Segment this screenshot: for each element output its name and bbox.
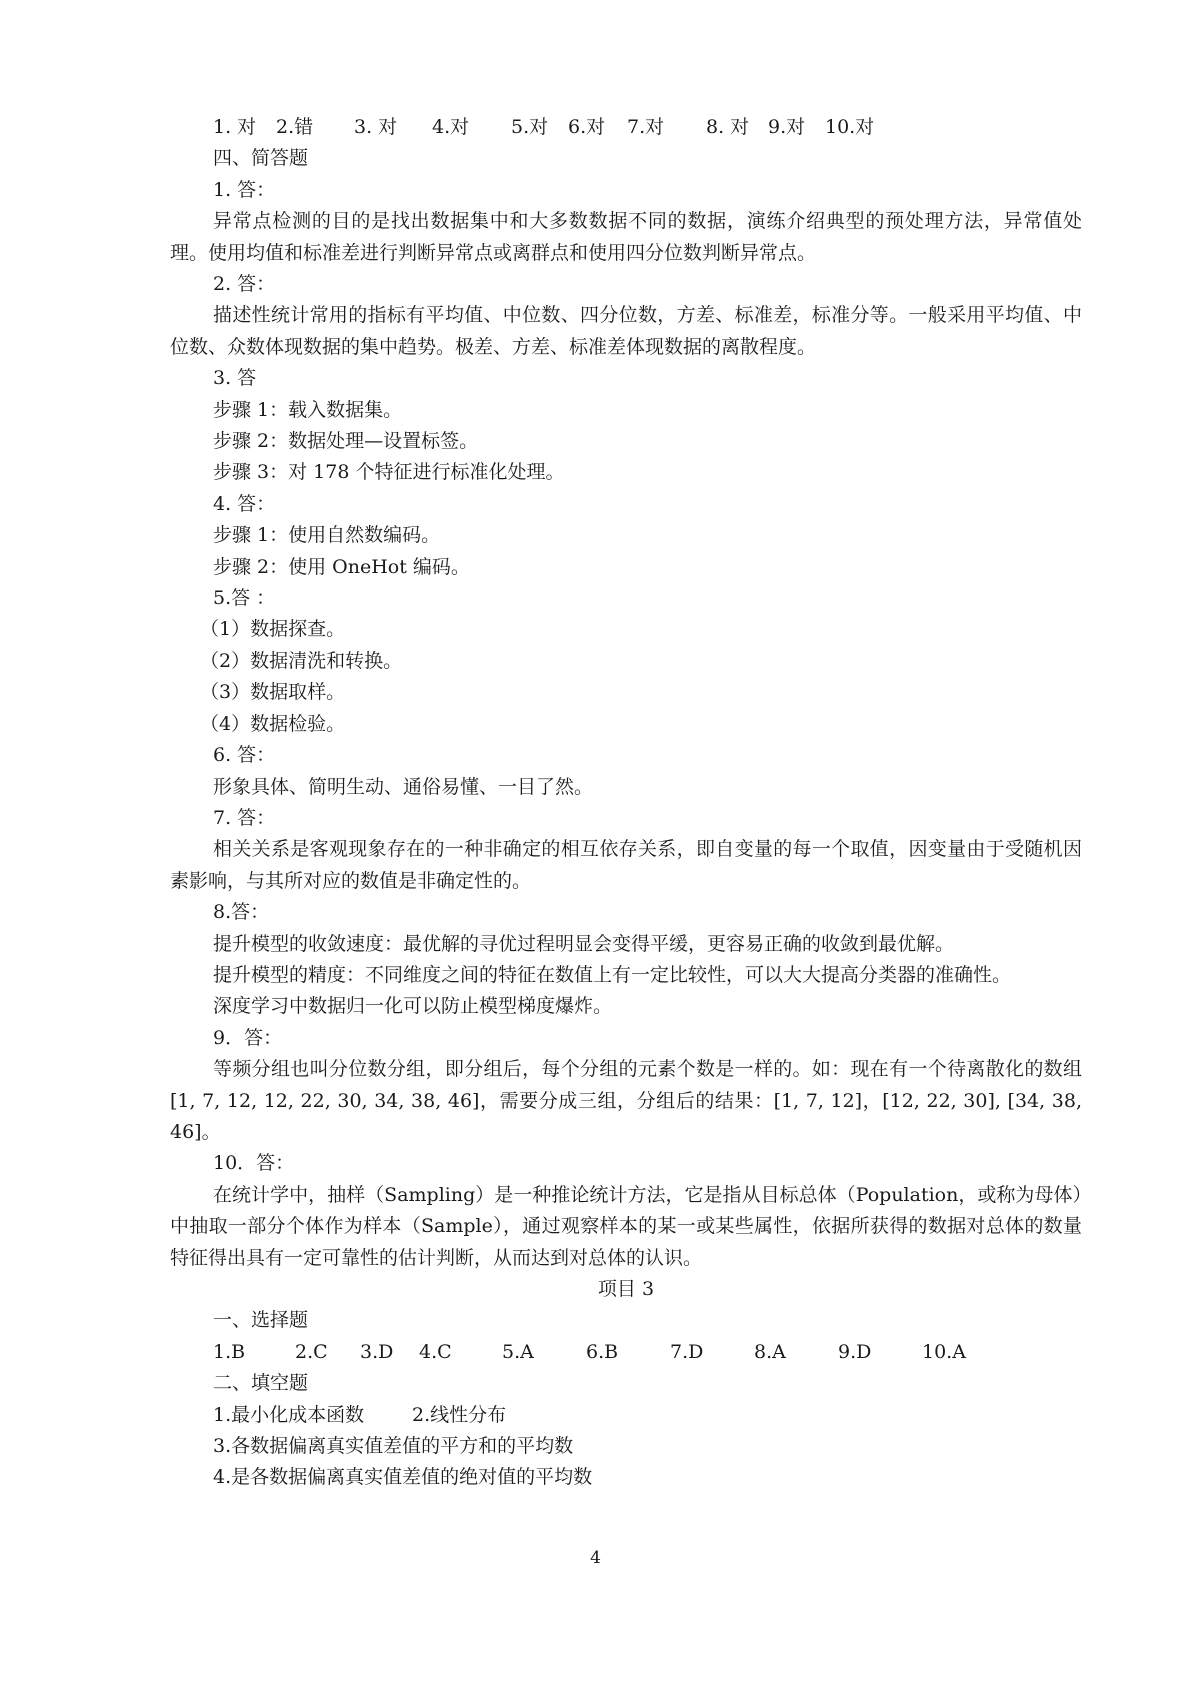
tf-answer: 9.对	[768, 116, 806, 138]
question-label: 6. 答：	[213, 744, 276, 767]
list-item: （3）数据取样。	[200, 681, 346, 704]
tf-answer: 10.对	[825, 116, 875, 138]
fill-answer: 1.最小化成本函数	[213, 1403, 365, 1426]
question-label: 10．答：	[213, 1152, 295, 1175]
tf-answer: 3. 对	[354, 116, 398, 138]
tf-answer: 5.对	[511, 116, 549, 138]
multiple-choice-answers	[170, 1337, 1082, 1368]
project-title: 项目 3	[597, 1278, 655, 1301]
tf-answer: 6.对	[568, 116, 606, 138]
tf-answer: 7.对	[627, 116, 665, 138]
answer-paragraph: 描述性统计常用的指标有平均值、中位数、四分位数，方差、标准差，标准分等。一般采用平均值、中位数、众数体现数据的集中趋势。极差、方差、标准差体现数据的离散程度。	[170, 304, 1082, 358]
answer-paragraph: 深度学习中数据归一化可以防止模型梯度爆炸。	[213, 995, 613, 1018]
answer-paragraph: 相关关系是客观现象存在的一种非确定的相互依存关系，即自变量的每一个取值，因变量由于受随机因素影响，与其所对应的数值是非确定性的。	[170, 838, 1082, 892]
mc-answer: 5.A	[502, 1340, 534, 1363]
question-label: 1. 答：	[213, 178, 276, 201]
mc-answer: 7.D	[670, 1340, 704, 1363]
tf-answer: 8. 对	[706, 116, 750, 138]
answer-paragraph: 在统计学中，抽样（Sampling）是一种推论统计方法，它是指从目标总体（Population，或称为母体）中抽取一部分个体作为样本（Sample），通过观察样本的某一或某些属性，依据所获得的数据对总体的数量特征得出具有一定可靠性的估计判断，从而达到对总体的认识。	[170, 1183, 1082, 1269]
fill-answers-row	[170, 1400, 1082, 1431]
answer-paragraph: 提升模型的收敛速度：最优解的寻优过程明显会变得平缓，更容易正确的收敛到最优解。	[213, 932, 955, 955]
tf-answer: 2.错	[276, 116, 314, 138]
fill-answer: 2.线性分布	[412, 1403, 507, 1426]
mc-answer: 2.C	[295, 1340, 328, 1363]
step-item: 步骤 1：载入数据集。	[213, 398, 403, 421]
question-label: 8.答：	[213, 901, 270, 924]
tf-answer: 1. 对	[213, 116, 257, 138]
tf-answer: 4.对	[432, 116, 470, 138]
list-item: （2）数据清洗和转换。	[200, 649, 403, 672]
question-label: 5.答 ：	[213, 587, 276, 610]
list-item: （1）数据探查。	[200, 618, 346, 641]
step-item: 步骤 1：使用自然数编码。	[213, 524, 441, 547]
answer-paragraph: 等频分组也叫分位数分组，即分组后，每个分组的元素个数是一样的。如：现在有一个待离散化的数组[1, 7, 12, 12, 22, 30, 34, 38, 46]，需要分成三组，分组后的结果：[1, 7, 12]，[12, 22, 30], [34, 38, 46]。	[170, 1058, 1082, 1143]
fill-answer: 4.是各数据偏离真实值差值的绝对值的平均数	[213, 1466, 593, 1489]
page-content	[170, 112, 1082, 1494]
step-item: 步骤 2：使用 OneHot 编码。	[213, 555, 470, 578]
true-false-answers	[170, 112, 1082, 143]
section-heading: 四、简答题	[213, 147, 309, 170]
question-label: 3. 答	[213, 367, 257, 390]
list-item: （4）数据检验。	[200, 712, 346, 735]
page-number: 4	[590, 1548, 601, 1568]
fill-answer: 3.各数据偏离真实值差值的平方和的平均数	[213, 1435, 574, 1458]
mc-answer: 1.B	[213, 1340, 246, 1363]
question-label: 2. 答：	[213, 273, 276, 296]
step-item: 步骤 3：对 178 个特征进行标准化处理。	[213, 461, 565, 484]
mc-answer: 6.B	[586, 1340, 619, 1363]
mc-answer: 10.A	[922, 1340, 966, 1363]
answer-paragraph: 异常点检测的目的是找出数据集中和大多数数据不同的数据，演练介绍典型的预处理方法，异常值处理。使用均值和标准差进行判断异常点或离群点和使用四分位数判断异常点。	[170, 210, 1082, 264]
mc-answer: 3.D	[360, 1340, 394, 1363]
mc-answer: 4.C	[419, 1340, 452, 1363]
answer-paragraph: 提升模型的精度：不同维度之间的特征在数值上有一定比较性，可以大大提高分类器的准确性。	[213, 963, 1012, 986]
question-label: 4. 答：	[213, 492, 276, 515]
step-item: 步骤 2：数据处理—设置标签。	[213, 430, 479, 453]
mc-answer: 8.A	[754, 1340, 786, 1363]
section-heading: 二、填空题	[213, 1372, 309, 1395]
mc-answer: 9.D	[838, 1340, 872, 1363]
question-label: 9．答：	[213, 1026, 283, 1049]
section-heading: 一、选择题	[213, 1309, 309, 1332]
question-label: 7. 答：	[213, 806, 276, 829]
answer-paragraph: 形象具体、简明生动、通俗易懂、一目了然。	[213, 775, 594, 798]
